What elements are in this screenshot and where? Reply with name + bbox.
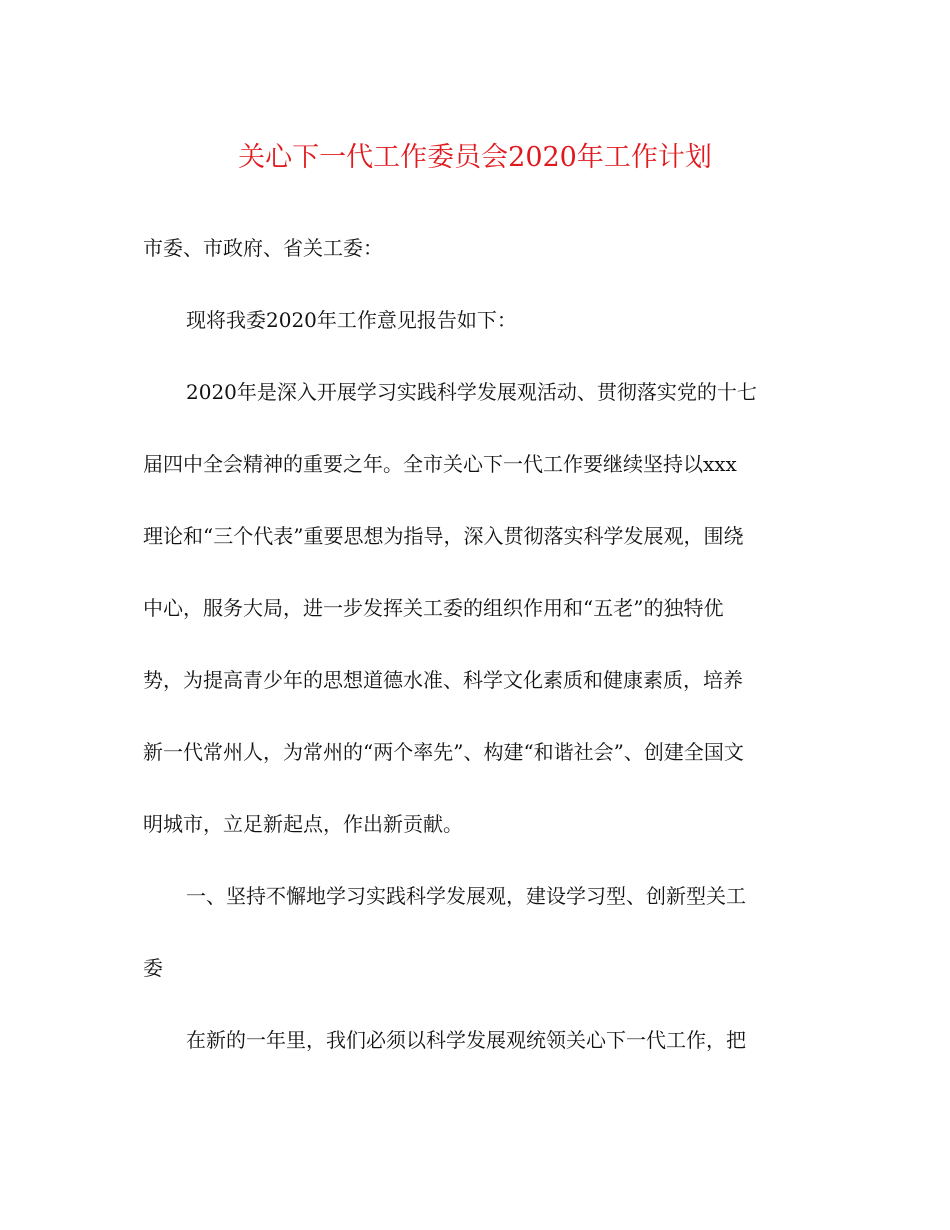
paragraph-line: 2020年是深入开展学习实践科学发展观活动、贯彻落实党的十七 — [186, 380, 757, 404]
paragraph-line: 理论和“三个代表”重要思想为指导，深入贯彻落实科学发展观，围绕 — [143, 524, 744, 548]
document-body — [143, 224, 813, 1088]
paragraph-line: 明城市，立足新起点，作出新贡献。 — [143, 812, 463, 836]
document-title: 关心下一代工作委员会2020年工作计划 — [238, 142, 712, 173]
paragraph-line: 势，为提高青少年的思想道德水准、科学文化素质和健康素质，培养 — [143, 668, 743, 692]
paragraph-line: 现将我委2020年工作意见报告如下： — [186, 308, 517, 332]
paragraph-line: 新一代常州人，为常州的“两个率先”、构建“和谐社会”、创建全国文 — [143, 740, 744, 764]
paragraph-line: 在新的一年里，我们必须以科学发展观统领关心下一代工作，把 — [186, 1028, 746, 1052]
salutation-line: 市委、市政府、省关工委： — [143, 236, 383, 260]
paragraph-line: 届四中全会精神的重要之年。全市关心下一代工作要继续坚持以xxx — [143, 452, 737, 476]
paragraph-line: 中心，服务大局，进一步发挥关工委的组织作用和“五老”的独特优 — [143, 596, 724, 620]
section-heading-line: 委 — [143, 956, 163, 980]
section-heading-line: 一、坚持不懈地学习实践科学发展观，建设学习型、创新型关工 — [186, 884, 746, 908]
